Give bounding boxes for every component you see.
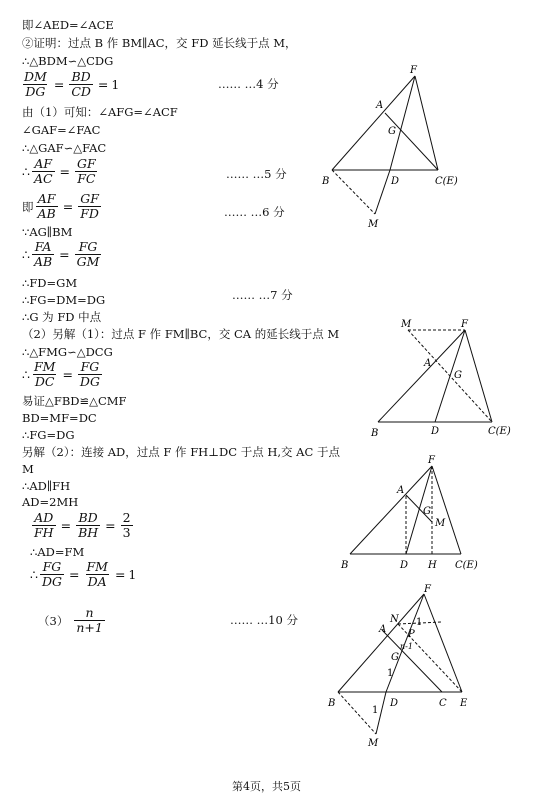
label-f3: F: [428, 455, 435, 466]
line-ad-parallel-fh: ∴AD∥FH: [22, 479, 71, 493]
label-a2: A: [424, 358, 432, 369]
label-g4: G: [391, 652, 399, 663]
label-a3: A: [397, 485, 405, 496]
line-alt-solution-1: （2）另解（1）：过点 F 作 FM∥BC，交 CA 的延长线于点 M: [22, 327, 340, 341]
label-ce3: C(E): [455, 560, 478, 571]
line-fg-dm-dg: ∴FG=DM=DG: [22, 293, 106, 307]
line-alt-solution-2: 另解（2）：连接 AD，过点 F 作 FH⊥DC 于点 H,交 AC 于点: [22, 445, 340, 459]
label-a4: A: [379, 624, 387, 635]
score-10: …… …10 分: [230, 613, 298, 627]
line-g-midpoint: ∴G 为 FD 中点: [22, 310, 102, 324]
label-g: G: [388, 126, 396, 137]
label-n1: n-1: [400, 642, 413, 651]
label-f4: F: [424, 584, 431, 595]
label-a: A: [376, 100, 384, 111]
label-d2: D: [431, 426, 440, 437]
line-fg-dg: ∴FG=DG: [22, 428, 75, 442]
label-n4: N: [390, 614, 399, 625]
label-ce2: C(E): [488, 426, 511, 437]
equation-fa-ab: ∴ $\frac{FA}{AB}$ = $\frac{FG}{GM}$: [22, 239, 100, 269]
label-b4: B: [328, 698, 336, 709]
label-b: B: [322, 176, 330, 187]
line-alt-solution-2-cont: M: [22, 462, 34, 476]
label-one-a: 1: [416, 617, 423, 628]
line-ad-fm: ∴AD=FM: [30, 545, 85, 559]
label-b3: B: [341, 560, 349, 571]
label-p4: P: [408, 629, 415, 640]
figure-3: [338, 452, 488, 572]
line-ag-parallel-bm: ∵AG∥BM: [22, 225, 73, 239]
figure-4: [320, 582, 480, 752]
score-5: …… …5 分: [226, 167, 287, 181]
line-from-part1: 由（1）可知：∠AFG=∠ACF: [22, 105, 178, 119]
equation-part3-answer: （3） $\frac{n}{n+1}$: [38, 605, 103, 635]
label-ce: C(E): [435, 176, 458, 187]
equation-fm-dc: ∴ $\frac{FM}{DC}$ = $\frac{FG}{DG}$: [22, 359, 100, 389]
equation-af-ab: 即 $\frac{AF}{AB}$ = $\frac{GF}{FD}$: [22, 191, 99, 221]
score-6: …… …6 分: [224, 205, 285, 219]
equation-fg-dg: ∴ $\frac{FG}{DG}$ = $\frac{FM}{DA}$ = 1: [30, 559, 137, 589]
figure-2: [368, 316, 518, 439]
label-g2: G: [454, 370, 462, 381]
label-e4: E: [460, 698, 468, 709]
label-g3: G: [423, 506, 431, 517]
page-footer: 第4页，共5页: [232, 780, 301, 793]
label-d3: D: [400, 560, 409, 571]
label-m: M: [368, 219, 379, 230]
line-similar-gaf: ∴△GAF∽△FAC: [22, 141, 107, 155]
equation-ad-fh: $\frac{AD}{FH}$ = $\frac{BD}{BH}$ = $\frac{2}{3}$: [34, 510, 131, 540]
line-ad-2mh: AD=2MH: [22, 495, 79, 509]
line-similar-bdm: ∴△BDM∽△CDG: [22, 54, 114, 68]
label-b2: B: [371, 428, 379, 439]
line-similar-fmg: ∴△FMG∽△DCG: [22, 345, 113, 359]
score-7: …… …7 分: [232, 288, 293, 302]
label-m4: M: [368, 738, 379, 749]
label-f2: F: [461, 319, 468, 330]
figure-1: [312, 64, 458, 234]
line-bd-mf-dc: BD=MF=DC: [22, 411, 97, 425]
label-m2: M: [401, 319, 412, 330]
label-f: F: [410, 65, 417, 76]
label-h3: H: [428, 560, 437, 571]
line-angle-gaf: ∠GAF=∠FAC: [22, 123, 101, 137]
equation-dm-dg: $\frac{DM}{DG}$ = $\frac{BD}{CD}$ = 1: [24, 69, 120, 99]
label-one-c: 1: [372, 705, 379, 716]
label-d4: D: [390, 698, 399, 709]
line-fd-gm: ∴FD=GM: [22, 276, 78, 290]
line-angle-aed: 即∠AED=∠ACE: [22, 18, 114, 32]
label-c4: C: [439, 698, 447, 709]
label-d: D: [391, 176, 400, 187]
score-4: …… …4 分: [218, 77, 279, 91]
equation-af-ac: ∴ $\frac{AF}{AC}$ = $\frac{GF}{FC}$: [22, 156, 96, 186]
line-congruent-fbd: 易证△FBD≌△CMF: [22, 394, 127, 408]
label-m3: M: [435, 518, 446, 529]
label-one-b: 1: [387, 668, 394, 679]
line-proof-intro: ②证明：过点 B 作 BM∥AC，交 FD 延长线于点 M，: [22, 36, 297, 50]
